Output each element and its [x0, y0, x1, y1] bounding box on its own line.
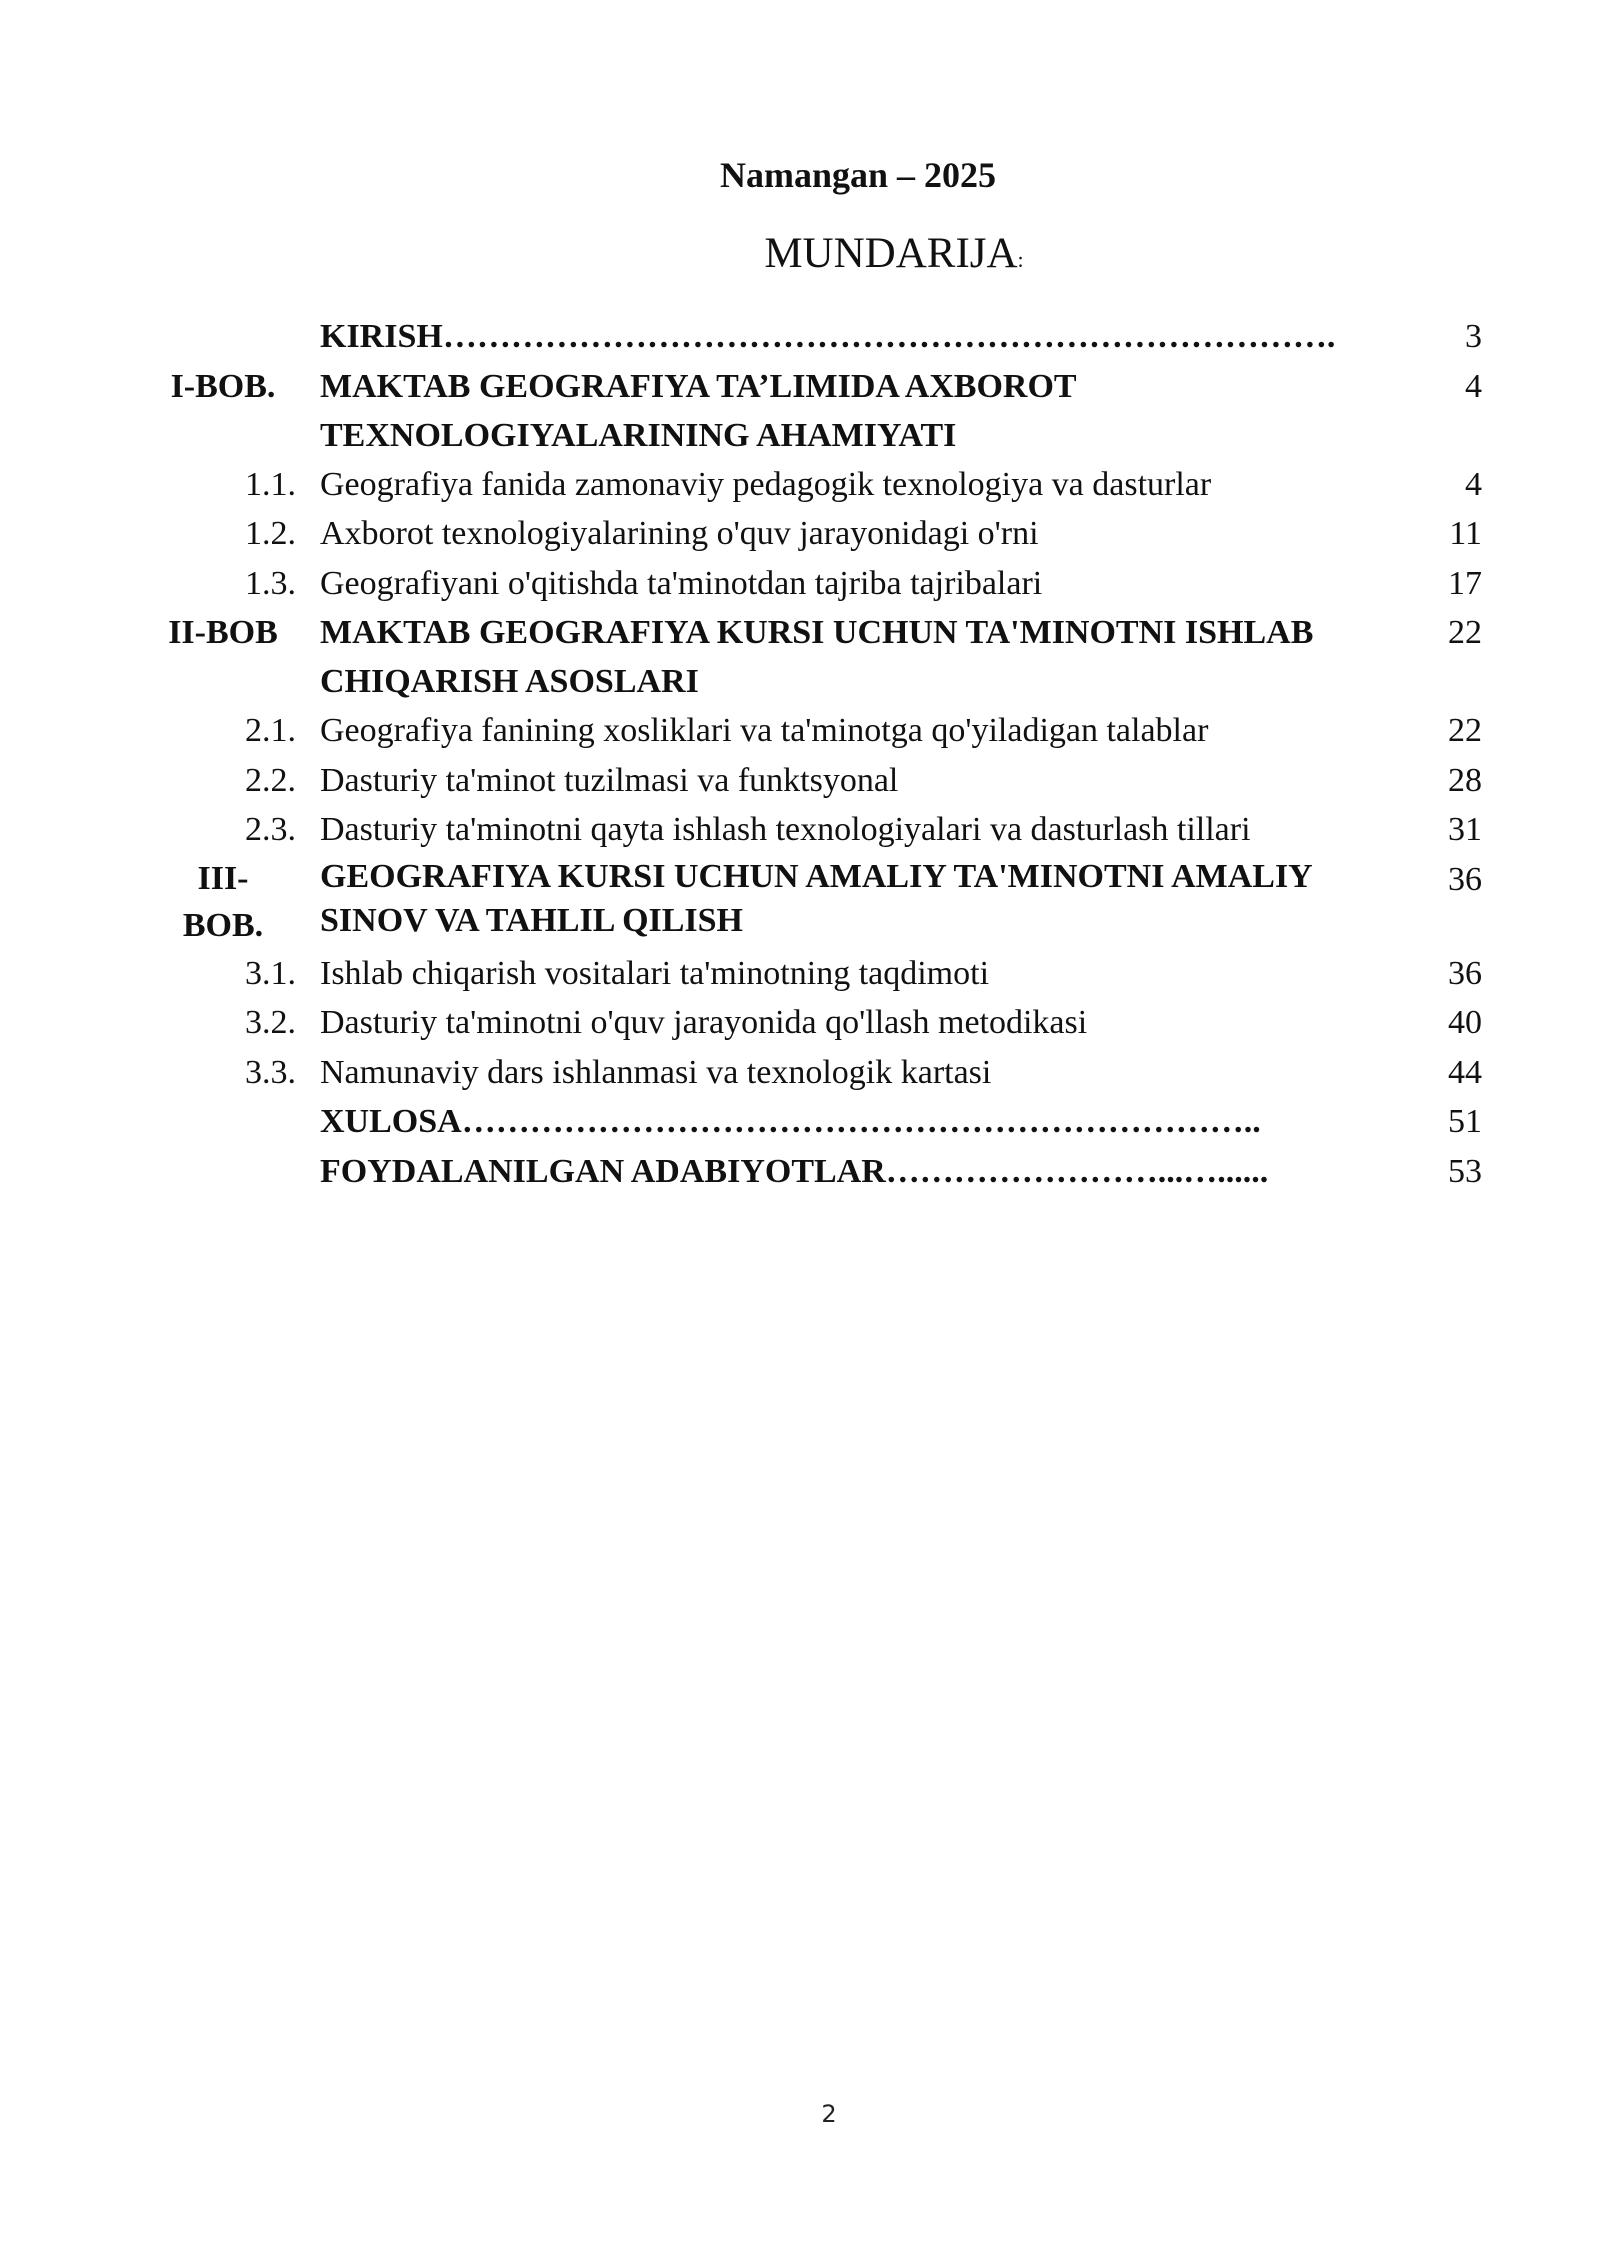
toc-number — [140, 312, 320, 362]
toc-row-chapter-3 — [140, 855, 1490, 949]
toc-entry-title: FOYDALANILGAN ADABIYOTLAR……………………...…...... — [320, 1152, 1269, 1190]
toc-page-number: 11 — [1449, 515, 1482, 552]
toc-title-text: MUNDARIJA — [764, 230, 1018, 277]
toc-row-section — [140, 949, 1490, 999]
toc-row-section — [140, 509, 1490, 559]
toc-number — [140, 1147, 320, 1197]
toc-page-number: 53 — [1448, 1152, 1482, 1190]
city-year-heading: Namangan – 2025 — [719, 155, 997, 195]
toc-page-number: 22 — [1448, 712, 1482, 749]
toc-section-number: 1.2. — [245, 515, 296, 552]
toc-chapter-number-line1: III- — [197, 859, 249, 897]
toc-row-section — [140, 706, 1490, 756]
toc-page-number: 4 — [1465, 367, 1482, 405]
toc-title — [0, 226, 1600, 288]
toc-section-title: Namunaviy dars ishlanmasi va texnologik kartasi — [320, 1053, 992, 1091]
toc-row-section — [140, 805, 1490, 855]
toc-row-section — [140, 1048, 1490, 1098]
toc-chapter-title: MAKTAB GEOGRAFIYA KURSI UCHUN TA'MINOTNI ISHLAB CHIQARISH ASOSLARI — [320, 614, 1314, 700]
toc-section-title: Axborot texnologiyalarining o'quv jarayonidagi o'rni — [320, 515, 1039, 552]
toc-section-number: 3.3. — [245, 1053, 296, 1091]
toc-page-number: 22 — [1448, 614, 1482, 651]
toc-section-number: 3.2. — [245, 1004, 296, 1041]
toc-page-number: 3 — [1465, 318, 1482, 355]
toc-page-number: 44 — [1448, 1053, 1482, 1091]
toc-section-number: 2.3. — [245, 811, 296, 848]
toc-section-title: Ishlab chiqarish vositalari ta'minotning taqdimoti — [320, 954, 990, 992]
toc-page-number: 4 — [1465, 465, 1482, 503]
toc-row-chapter-1 — [140, 362, 1490, 460]
toc-page-number: 31 — [1448, 811, 1482, 848]
toc-page-number: 36 — [1448, 860, 1482, 898]
toc-section-number: 2.1. — [245, 712, 296, 749]
toc-chapter-number: I-BOB. — [170, 367, 276, 405]
toc-section-title: Dasturiy ta'minotni o'quv jarayonida qo'llash metodikasi — [320, 1004, 1088, 1041]
toc-title-colon: : — [1017, 247, 1024, 272]
toc-page-number: 40 — [1448, 1004, 1482, 1041]
toc-section-title: Dasturiy ta'minotni qayta ishlash texnologiyalari va dasturlash tillari — [320, 811, 1251, 848]
toc-section-title: Dasturiy ta'minot tuzilmasi va funktsyonal — [320, 761, 899, 799]
table-of-contents — [140, 312, 1490, 1196]
page-number: 2 — [821, 2100, 837, 2128]
toc-number — [140, 1097, 320, 1147]
toc-section-title: Geografiyani o'qitishda ta'minotdan tajriba tajribalari — [320, 564, 1043, 602]
toc-chapter-number — [140, 855, 320, 949]
toc-row-section — [140, 460, 1490, 510]
toc-section-number: 1.1. — [245, 465, 296, 503]
toc-chapter-number: II-BOB — [168, 614, 278, 651]
toc-row-conclusion — [140, 1097, 1490, 1147]
toc-section-title: Geografiya fanining xosliklari va ta'minotga qo'yiladigan talablar — [320, 712, 1209, 749]
toc-chapter-number-line2: BOB. — [182, 906, 264, 944]
toc-row-section — [140, 559, 1490, 609]
toc-page-number: 36 — [1448, 954, 1482, 992]
toc-page-number: 28 — [1448, 761, 1482, 799]
toc-row-chapter-2 — [140, 608, 1490, 706]
toc-entry-title: KIRISH……………………………………………………………………. — [320, 318, 1336, 355]
toc-row-references — [140, 1147, 1490, 1197]
toc-section-number: 3.1. — [245, 954, 296, 992]
toc-section-number: 2.2. — [245, 761, 296, 799]
toc-section-title: Geografiya fanida zamonaviy pedagogik texnologiya va dasturlar — [320, 465, 1212, 503]
toc-page-number: 17 — [1448, 564, 1482, 602]
toc-entry-title: XULOSA…………………………………………………………….. — [320, 1103, 1261, 1140]
toc-row-section — [140, 756, 1490, 806]
toc-page-number: 51 — [1448, 1103, 1482, 1140]
toc-chapter-title: GEOGRAFIYA KURSI UCHUN AMALIY TA'MINOTNI AMALIY SINOV VA TAHLIL QILISH — [320, 857, 1312, 939]
toc-row-intro — [140, 312, 1490, 362]
toc-row-section — [140, 998, 1490, 1048]
toc-chapter-title: MAKTAB GEOGRAFIYA TA’LIMIDA AXBOROT TEXNOLOGIYALARINING AHAMIYATI — [320, 367, 1076, 454]
toc-section-number: 1.3. — [245, 564, 296, 602]
